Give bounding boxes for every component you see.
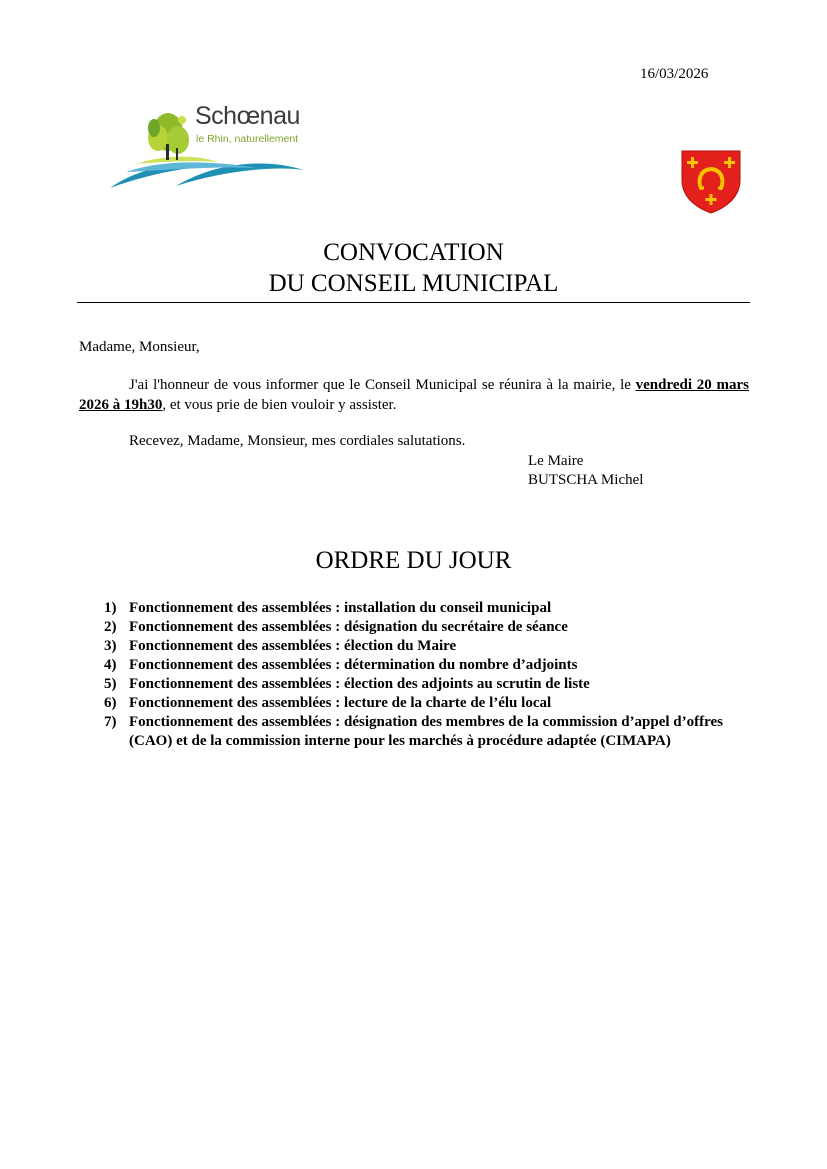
agenda-item-text: Fonctionnement des assemblées : lecture de la charte de l’élu local (129, 695, 552, 711)
body-text-after: , et vous prie de bien vouloir y assister. (162, 397, 397, 413)
logo-tagline: le Rhin, naturellement (196, 133, 299, 145)
closing-formula: Recevez, Madame, Monsieur, mes cordiales salutations. (129, 433, 466, 449)
agenda-item-text: Fonctionnement des assemblées : désignation du secrétaire de séance (129, 619, 568, 635)
agenda-item (104, 694, 764, 713)
agenda-item-text: Fonctionnement des assemblées : élection du Maire (129, 638, 457, 654)
logo-name: Schœnau (195, 102, 300, 130)
agenda-item-text: Fonctionnement des assemblées : détermination du nombre d’adjoints (129, 657, 578, 673)
agenda-item-text: Fonctionnement des assemblées : désignation des membres de la commission d’appel d’offres (CAO) et de la commission interne pour les marchés à procédure adaptée (CIMAPA) (129, 714, 724, 749)
agenda-item-text: Fonctionnement des assemblées : élection des adjoints au scrutin de liste (129, 676, 590, 692)
title-divider (77, 302, 750, 303)
signature-title: Le Maire (528, 453, 584, 469)
agenda-heading: ORDRE DU JOUR (315, 547, 512, 574)
agenda-item (104, 675, 764, 694)
coat-of-arms-icon (681, 150, 741, 214)
agenda-item (104, 637, 764, 656)
document-date: 16/03/2026 (640, 66, 709, 82)
page-title-line-2: DU CONSEIL MUNICIPAL (268, 270, 559, 297)
agenda-list (104, 599, 764, 751)
agenda-item-number: 2) (104, 619, 117, 635)
agenda-item-number: 6) (104, 695, 117, 711)
agenda-item-number: 5) (104, 676, 117, 692)
agenda-item (104, 599, 764, 618)
salutation: Madame, Monsieur, (79, 339, 200, 355)
body-text-before: J'ai l'honneur de vous informer que le Conseil Municipal se réunira à la mairie, le (129, 377, 636, 393)
agenda-item-text: Fonctionnement des assemblées : installation du conseil municipal (129, 600, 552, 616)
signature-name: BUTSCHA Michel (528, 472, 644, 488)
agenda-item (104, 656, 764, 675)
page-title-line-1: CONVOCATION (323, 239, 504, 266)
coat-of-arms (681, 150, 741, 214)
schoenau-logo (106, 100, 328, 200)
agenda-item-number: 3) (104, 638, 117, 654)
agenda-item (104, 713, 764, 751)
agenda-item-number: 1) (104, 600, 117, 616)
agenda-item-number: 4) (104, 657, 117, 673)
agenda-item (104, 618, 764, 637)
convocation-paragraph (79, 375, 749, 415)
agenda-item-number: 7) (104, 714, 117, 730)
meeting-date-emphasis: vendredi 20 mars 2026 à 19h30 (79, 377, 749, 413)
